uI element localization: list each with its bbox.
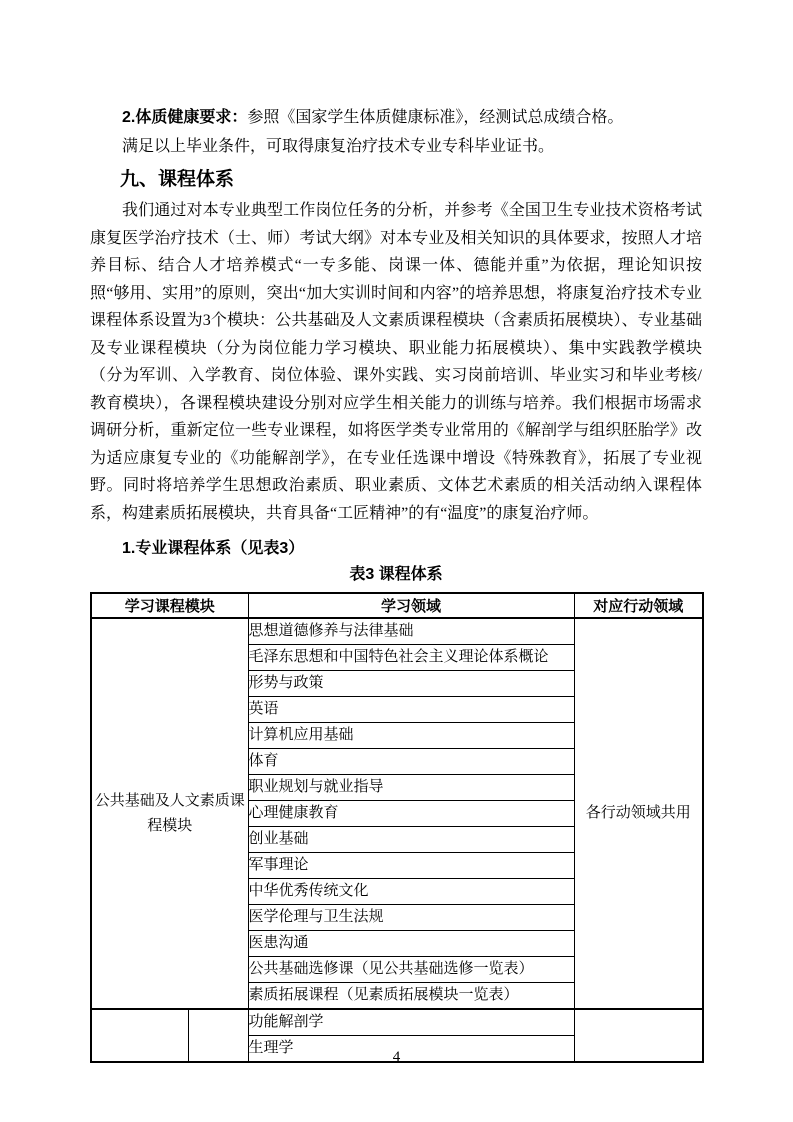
course-cell: 形势与政策: [248, 671, 574, 697]
course-cell: 英语: [248, 697, 574, 723]
course-cell: 毛泽东思想和中国特色社会主义理论体系概论: [248, 645, 574, 671]
table-row: [91, 1009, 703, 1036]
course-cell: 体育: [248, 749, 574, 775]
section-heading: 九、课程体系: [120, 169, 235, 190]
course-cell: 计算机应用基础: [248, 723, 574, 749]
table-title: 表3 课程体系: [349, 566, 443, 583]
subsection-heading: 1.专业课程体系（见表3）: [122, 540, 305, 557]
table-row: [91, 618, 703, 645]
column-header-module: 学习课程模块: [91, 593, 248, 618]
course-cell: 医学伦理与卫生法规: [248, 905, 574, 931]
course-cell: 素质拓展课程（见素质拓展模块一览表）: [248, 983, 574, 1010]
table-header-row: [91, 593, 703, 618]
course-cell: 公共基础选修课（见公共基础选修一览表）: [248, 957, 574, 983]
health-requirement-text: 参照《国家学生体质健康标准》，经测试总成绩合格。: [247, 109, 624, 126]
section-paragraph: 我们通过对本专业典型工作岗位任务的分析，并参考《全国卫生专业技术资格考试康复医学治疗技术（士、师）考试大纲》对本专业及相关知识的具体要求，按照人才培养目标、结合人才培养模式“一专多能、岗课一体、德能并重”为依据，理论知识按照“够用、实用”的原则，突出“加大实训时间和内容”的培养思想，将康复治疗技术专业课程体系设置为3个模块：公共基础及人文素质课程模块（含素质拓展模块）、专业基础及专业课程模块（分为岗位能力学习模块、职业能力拓展模块）、集中实践教学模块（分为军训、入学教育、岗位体验、课外实践、实习岗前培训、毕业实习和毕业考核/教育模块），各课程模块建设分别对应学生相关能力的训练与培养。我们根据市场需求调研分析，重新定位一些专业课程，如将医学类专业常用的《解剖学与组织胚胎学》改为适应康复专业的《功能解剖学》，在专业任选课中增设《特殊教育》，拓展了专业视野。同时将培养学生思想政治素质、职业素质、文体艺术素质的相关活动纳入课程体系，构建素质拓展模块，共育具备“工匠精神”的有“温度”的康复治疗师。: [90, 202, 702, 522]
course-system-table: [90, 592, 704, 1063]
course-cell: 职业规划与就业指导: [248, 775, 574, 801]
course-cell: 思想道德修养与法律基础: [248, 618, 574, 645]
course-cell: 创业基础: [248, 827, 574, 853]
column-header-learning-domain: 学习领域: [248, 593, 574, 618]
course-cell: 生理学: [248, 1036, 574, 1063]
action-domain-cell: 各行动领域共用: [574, 618, 703, 1009]
course-cell: 中华优秀传统文化: [248, 879, 574, 905]
course-cell: 功能解剖学: [248, 1009, 574, 1036]
module-name-cell: 公共基础及人文素质课程模块: [91, 618, 248, 1009]
course-cell: 医患沟通: [248, 931, 574, 957]
health-requirement-label: 2.体质健康要求：: [122, 109, 248, 126]
column-header-action-domain: 对应行动领域: [574, 593, 703, 618]
course-cell: 心理健康教育: [248, 801, 574, 827]
health-requirement-line: [90, 103, 702, 132]
page-number: 4: [392, 1049, 401, 1065]
graduation-certificate-line: 满足以上毕业条件，可取得康复治疗技术专业专科毕业证书。: [122, 138, 555, 155]
course-cell: 军事理论: [248, 853, 574, 879]
